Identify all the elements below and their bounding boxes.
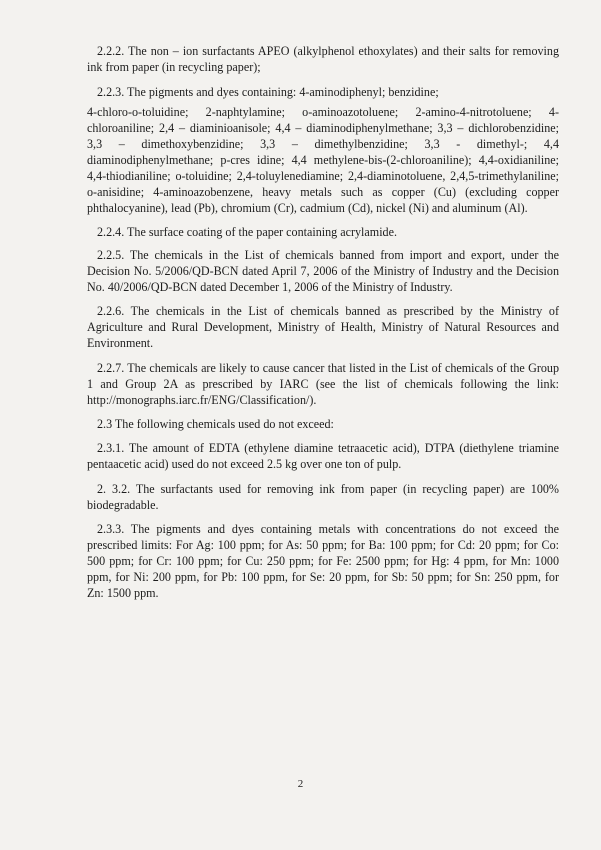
paragraph-2-3-1: 2.3.1. The amount of EDTA (ethylene diamine tetraacetic acid), DTPA (diethylene triamine pentaacetic acid) used do not exceed 2.5 kg over one ton of pulp. <box>87 441 559 471</box>
paragraph-2-2-7: 2.2.7. The chemicals are likely to cause cancer that listed in the List of chemicals of the Group 1 and Group 2A as prescribed by IARC (see the list of chemicals following the link: http://monographs.iarc.fr/ENG/Classification/). <box>87 361 559 407</box>
paragraph-2-2-6: 2.2.6. The chemicals in the List of chemicals banned as prescribed by the Ministry of Agriculture and Rural Development, Ministry of Health, Ministry of Natural Resources and Environment. <box>87 304 559 350</box>
paragraph-2-2-4: 2.2.4. The surface coating of the paper containing acrylamide. <box>97 225 397 239</box>
paragraph-2-3-2: 2. 3.2. The surfactants used for removing ink from paper (in recycling paper) are 100% biodegradable. <box>87 482 559 512</box>
paragraph-2-2-2: 2.2.2. The non – ion surfactants APEO (alkylphenol ethoxylates) and their salts for removing ink from paper (in recycling paper); <box>87 44 559 74</box>
paragraph-2-2-3-list: 4-chloro-o-toluidine; 2-naphtylamine; o-aminoazotoluene; 2-amino-4-nitrotoluene; 4-chloroaniline; 2,4 – diaminioanisole; 4,4 – diaminodiphenylmethane; 3,3 – dichlorobenzidine; 3,3 – dimethoxybenzidine; 3,3 – dimethylbenzidine; 3,3 - dimethyl-; 4,4 diaminodiphenylmethane; p-cres idine; 4,4 methylene-bis-(2-chloroaniline); 4,4-oxidianiline; 4,4-thiodianiline; o-toluidine; 2,4-toluylenediamine; 2,4-diaminotoluene, 2,4,5-trimethylaniline; o-anisidine; 4-aminoazobenzene, heavy metals such as copper (Cu) (excluding copper phthalocyanine), lead (Pb), chromium (Cr), cadmium (Cd), nickel (Ni) and aluminum (Al). <box>87 105 559 215</box>
paragraph-2-3-3: 2.3.3. The pigments and dyes containing metals with concentrations do not exceed the prescribed limits: For Ag: 100 ppm; for As: 50 ppm; for Ba: 100 ppm; for Cd: 20 ppm; for Co: 500 ppm; for Cr: 100 ppm; for Cu: 250 ppm; for Fe: 2500 ppm; for Hg: 4 ppm, for Mn: 1000 ppm, for Ni: 200 ppm, for Pb: 100 ppm, for Se: 20 ppm, for Sb: 50 ppm; for Sn: 250 ppm, for Zn: 1500 ppm. <box>87 522 559 600</box>
paragraph-2-2-5: 2.2.5. The chemicals in the List of chemicals banned from import and export, under the Decision No. 5/2006/QD-BCN dated April 7, 2006 of the Ministry of Industry and the Decision No. 40/2006/QD-BCN dated December 1, 2006 of the Ministry of Industry. <box>87 248 559 294</box>
page-number: 2 <box>297 778 304 790</box>
paragraph-2-3: 2.3 The following chemicals used do not exceed: <box>97 417 334 431</box>
paragraph-2-2-3-heading: 2.2.3. The pigments and dyes containing: 4-aminodiphenyl; benzidine; <box>97 85 439 99</box>
